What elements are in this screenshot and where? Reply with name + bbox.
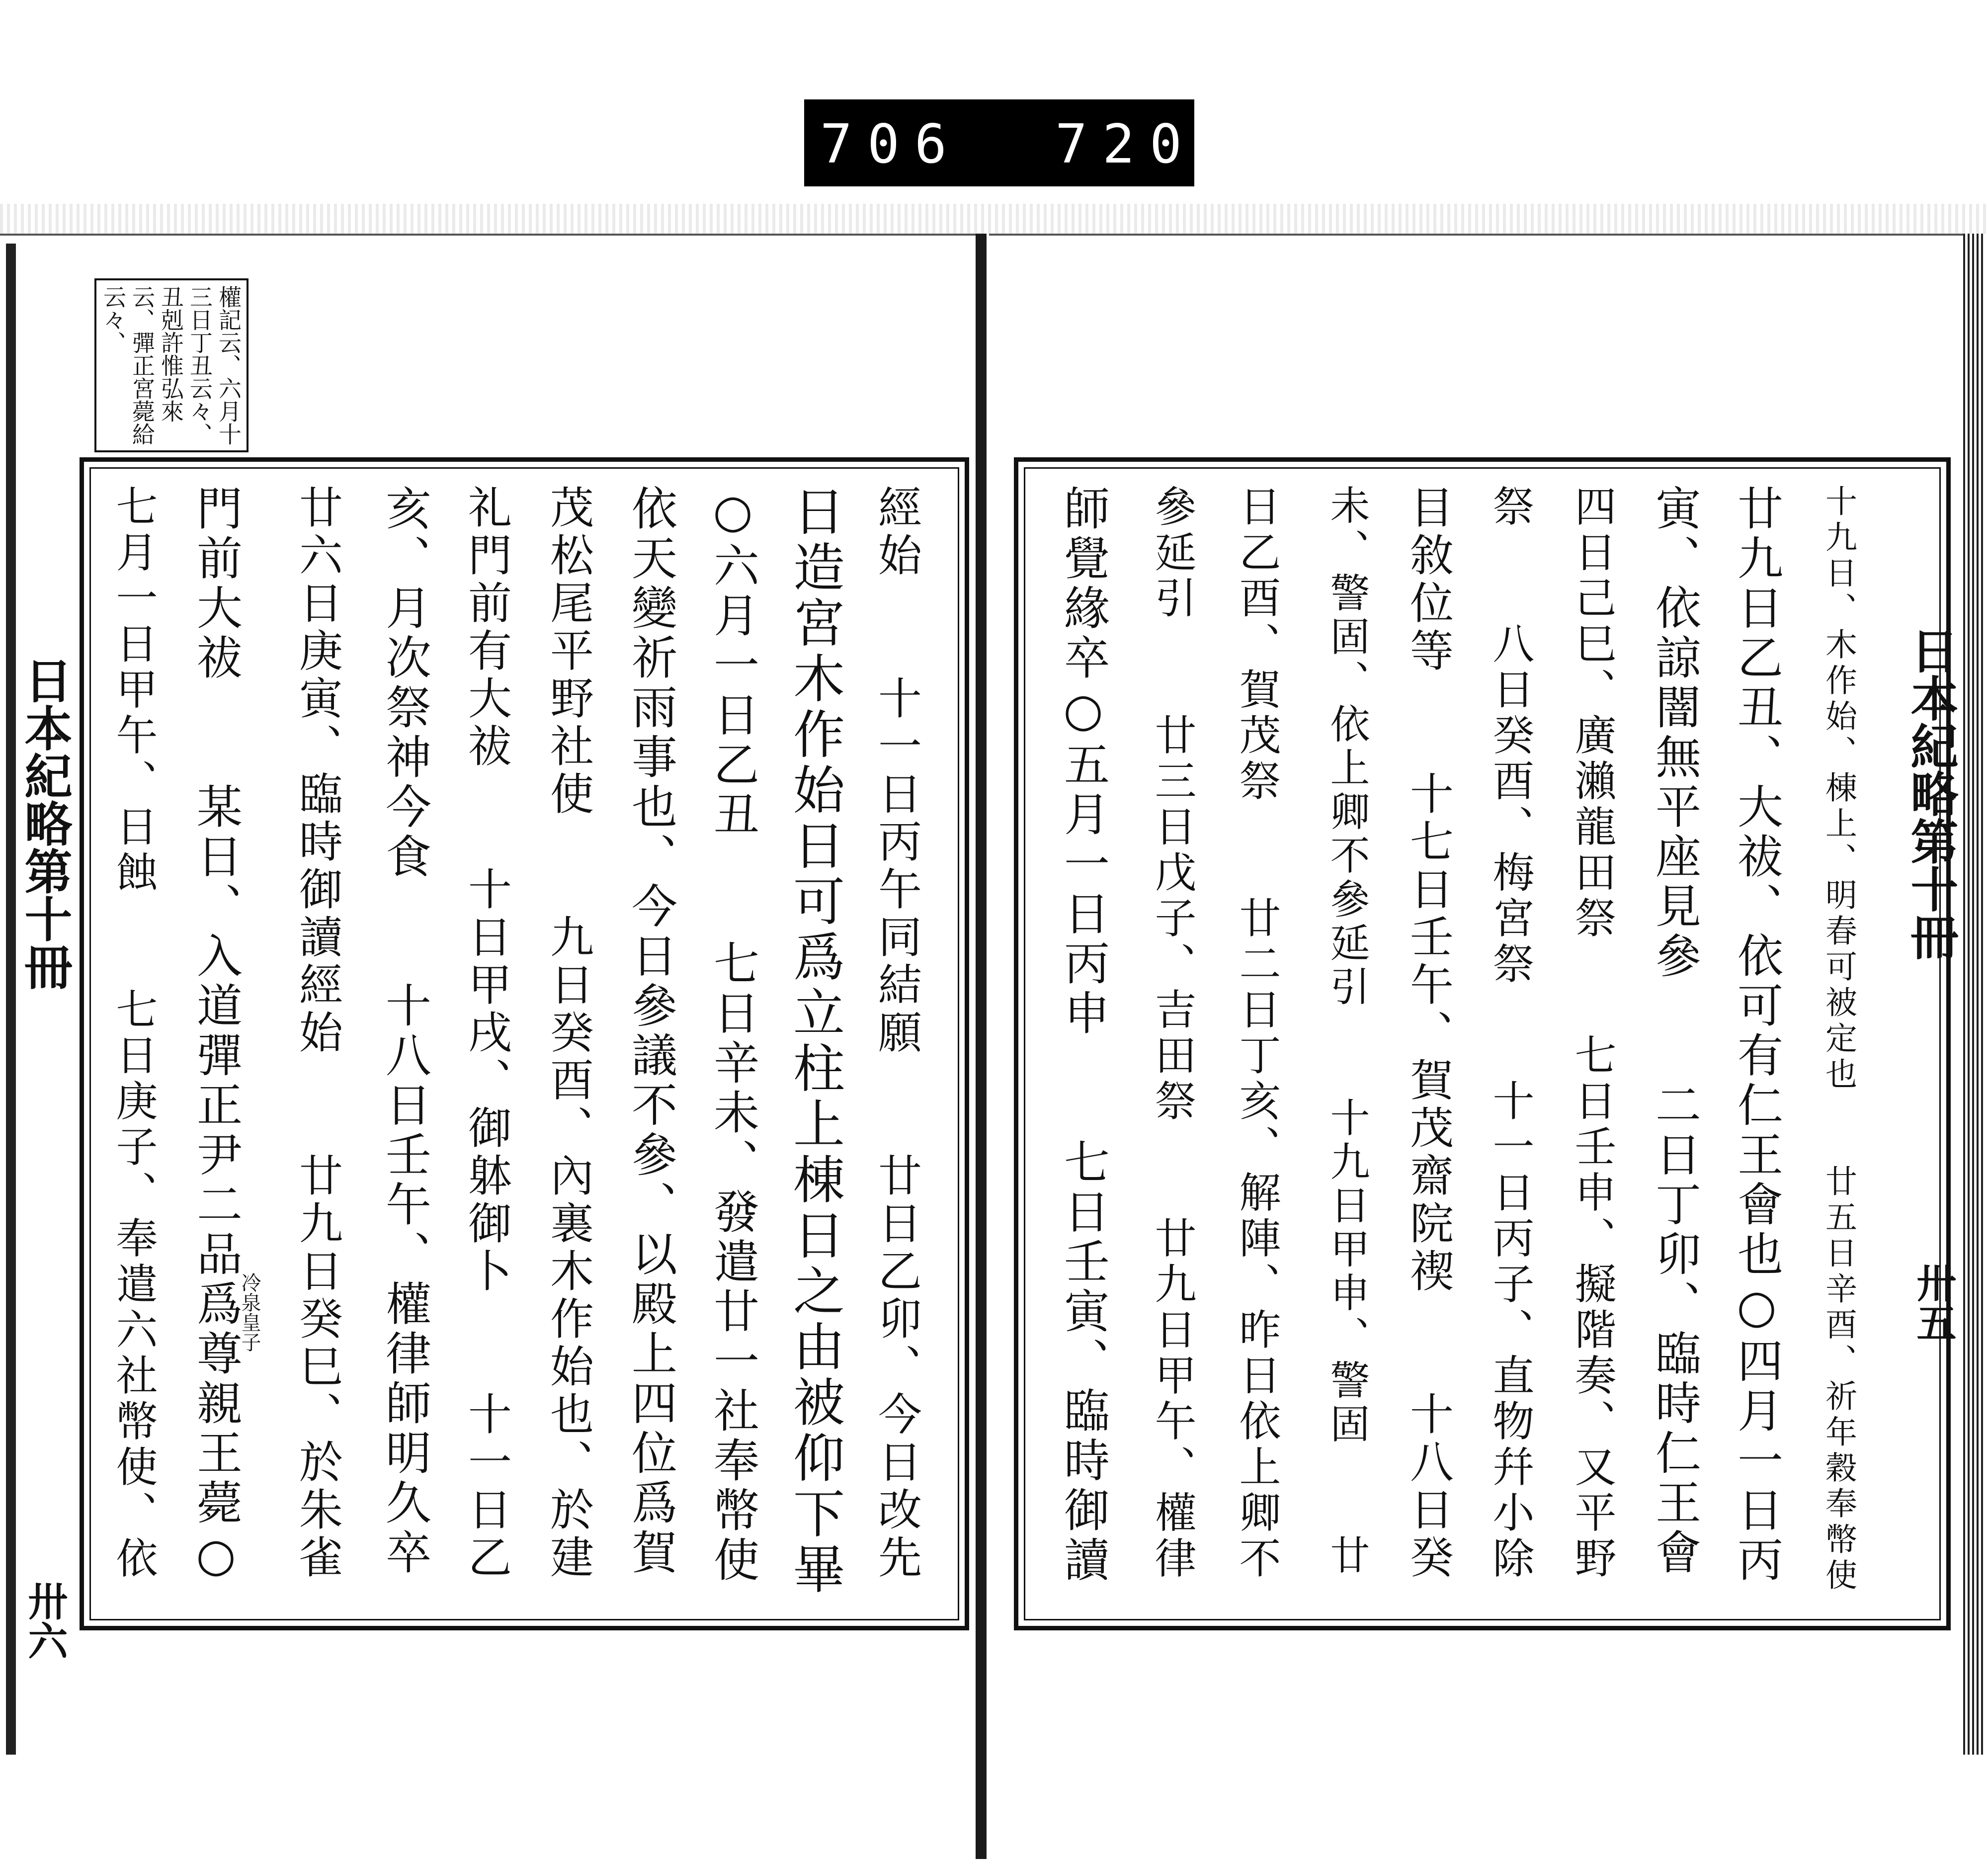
text-column: 廿六日庚寅、臨時御讀經始 廿九日癸巳、於朱雀 [292,485,343,1582]
text-column: 七月一日甲午、日蝕 七日庚子、奉遣六社幣使、依 [109,485,158,1582]
text-column: 礼門前有大祓 十日甲戌、御躰御卜 十一日乙 [461,485,512,1582]
note-line: 三日丁丑云々、 [186,285,213,445]
text-column: 師覺緣卒○五月一日丙申 七日壬寅、臨時御讀 [1057,485,1110,1586]
right-page-header: 日本紀略第十冊 [1903,626,1959,960]
left-page-number: 卅六 [21,1581,68,1660]
text-column: 依天變祈雨事也、今日參議不參、以殿上四位爲賀 [624,485,677,1578]
note-line: 丑剋許惟弘來 [158,285,184,423]
text-column: 四日己巳、廣瀨龍田祭 七日壬申、擬階奏、又平野 [1568,485,1617,1582]
text-column: 日乙酉、賀茂祭 廿二日丁亥、解陣、昨日依上卿不 [1233,485,1281,1582]
right-page-number: 卅五 [1910,1263,1957,1342]
text-column: 經始 十一日丙午同結願 廿日乙卯、今日改先 [871,485,922,1582]
text-column: 門前大祓 某日、入道彈正尹二品爲尊親王薨○ [189,485,243,1586]
interlinear-annotation: 冷泉皇子 [238,1272,261,1352]
text-column: 廿九日乙丑、大祓、依可有仁王會也○四月一日丙 [1730,485,1783,1586]
text-column: 亥、月次祭神今食 十八日壬午、權律師明久卒 [378,485,431,1578]
left-page-edge [6,244,16,1755]
right-page-edge [1963,234,1986,1755]
book-gutter [976,234,987,1859]
text-column: 日造宮木作始日可爲立柱上棟日之由被仰下畢 [784,485,845,1598]
text-column: 寅、依諒闇無平座見參 二日丁卯、臨時仁王會 [1648,485,1701,1578]
left-page-header: 日本紀略第十冊 [17,656,73,990]
text-column: 祭 八日癸酉、梅宮祭 十一日丙子、直物幷小除 [1486,485,1535,1582]
marginal-note-box [94,278,248,452]
text-column: ○六月一日乙丑 七日辛未、發遣廿一社奉幣使 [706,485,759,1586]
frame-number-right: 720 [1055,113,1197,175]
text-column: 十九日、木作始、棟上、明春可被定也 廿五日辛酉、祈年穀奉幣使 [1820,485,1857,1594]
text-column: 茂松尾平野社使 九日癸酉、內裏木作始也、於建 [543,485,594,1582]
note-line: 權記云、六月十 [215,285,242,445]
note-line: 云々、 [100,285,127,354]
frame-number-left: 706 [820,113,962,175]
text-column: 參延引 廿三日戊子、吉田祭 廿九日甲午、權律 [1148,485,1197,1582]
note-line: 云、彈正宮薨給 [129,285,156,445]
text-column: 未、警固、依上卿不參延引 十九日甲申、警固 廿 [1324,485,1370,1578]
text-column: 目敘位等 十七日壬午、賀茂齋院禊 十八日癸 [1403,485,1454,1582]
microfilm-frame-counter [804,99,1197,186]
book-top-edge [0,204,1988,234]
